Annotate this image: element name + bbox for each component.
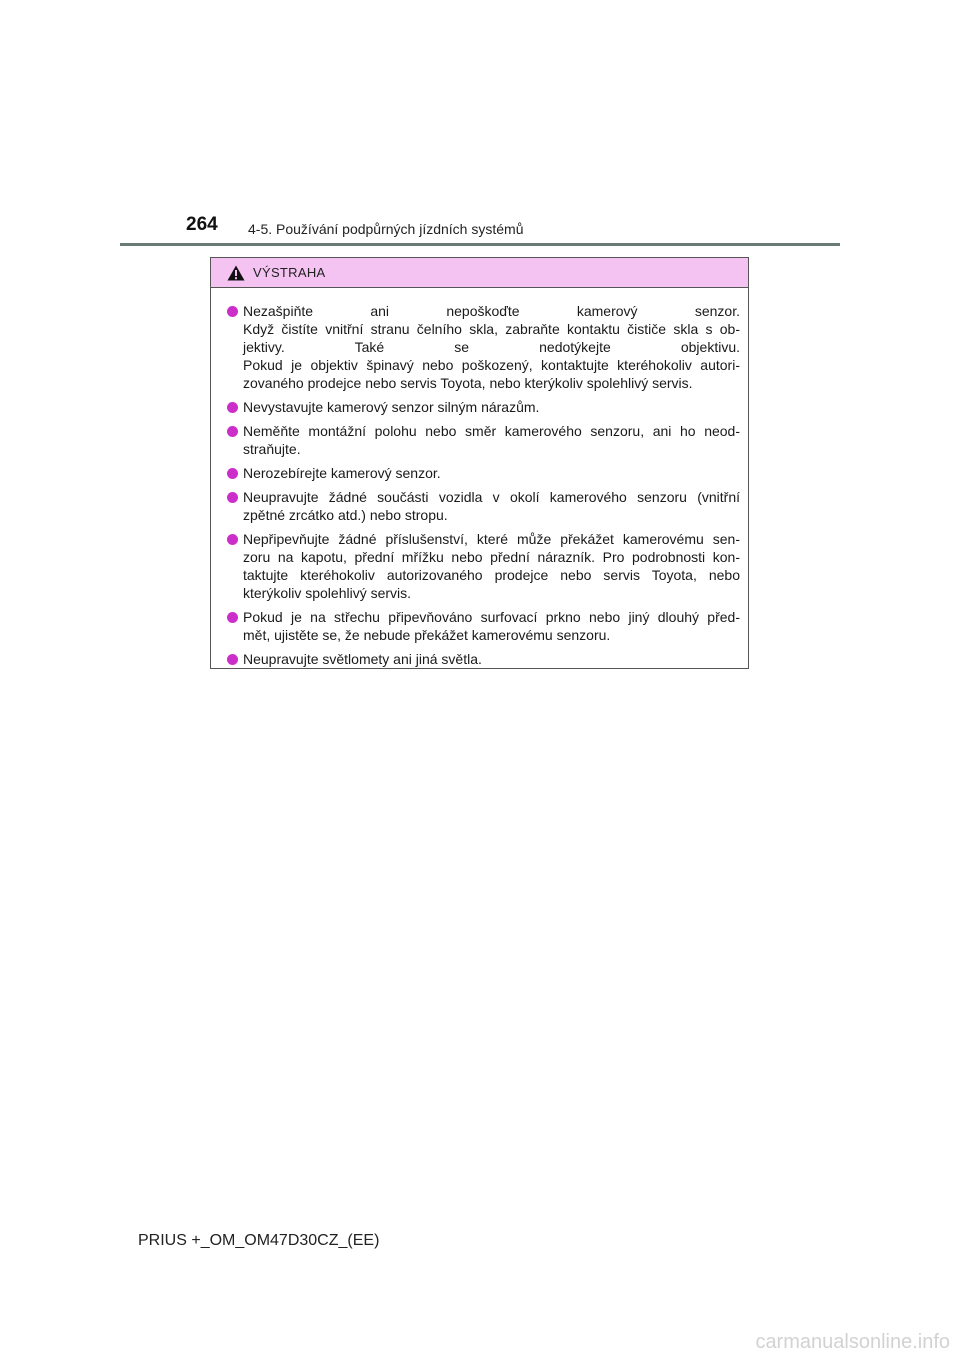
warning-item-text <box>243 488 740 524</box>
warning-item <box>227 488 740 524</box>
warning-header <box>211 258 748 288</box>
warning-item-line: Neupravujte žádné součásti vozidla v okolí kamerového senzoru (vnitřní <box>243 489 740 505</box>
warning-item-line: Když čistíte vnitřní stranu čelního skla, zabraňte kontaktu čističe skla s ob- <box>243 321 740 337</box>
warning-item-line: Nezašpiňte ani nepoškoďte kamerový senzor. <box>243 303 740 319</box>
warning-item-text <box>243 302 740 392</box>
bullet-icon <box>227 534 238 545</box>
warning-item <box>227 608 740 644</box>
warning-item-line: jektivy. Také se nedotýkejte objektivu. <box>243 339 740 355</box>
page-number: 264 <box>186 214 218 235</box>
bullet-icon <box>227 426 238 437</box>
warning-item <box>227 530 740 602</box>
warning-item-line: Nerozebírejte kamerový senzor. <box>243 465 441 481</box>
bullet-icon <box>227 468 238 479</box>
warning-item-line: zovaného prodejce nebo servis Toyota, nebo kterýkoliv spolehlivý servis. <box>243 375 693 391</box>
warning-item-line: Pokud je objektiv špinavý nebo poškozený, kontaktujte kteréhokoliv autori- <box>243 357 740 373</box>
section-title: 4-5. Používání podpůrných jízdních systémů <box>248 221 524 237</box>
bullet-icon <box>227 654 238 665</box>
bullet-icon <box>227 306 238 317</box>
warning-item-line: zpětné zrcátko atd.) nebo stropu. <box>243 507 448 523</box>
warning-item-line: taktujte kteréhokoliv autorizovaného prodejce nebo servis Toyota, nebo <box>243 567 740 583</box>
warning-item-text <box>243 464 740 482</box>
warning-item-text <box>243 422 740 458</box>
warning-item-line: straňujte. <box>243 441 301 457</box>
warning-item-line: zoru na kapotu, přední mřížku nebo přední nárazník. Pro podrobnosti kon- <box>243 549 740 565</box>
warning-item <box>227 464 740 482</box>
warning-label: VÝSTRAHA <box>253 265 326 280</box>
warning-item-line: Pokud je na střechu připevňováno surfovací prkno nebo jiný dlouhý před- <box>243 609 740 625</box>
warning-item-text <box>243 530 740 602</box>
bullet-icon <box>227 402 238 413</box>
warning-triangle-icon <box>227 265 245 281</box>
warning-item-text <box>243 650 740 668</box>
document-id: PRIUS +_OM_OM47D30CZ_(EE) <box>138 1232 380 1249</box>
bullet-icon <box>227 492 238 503</box>
warning-item <box>227 422 740 458</box>
warning-item-line: Nevystavujte kamerový senzor silným nárazům. <box>243 399 540 415</box>
warning-item-line: mět, ujistěte se, že nebude překážet kamerovému senzoru. <box>243 627 611 643</box>
bullet-icon <box>227 612 238 623</box>
warning-item-line: Nepřipevňujte žádné příslušenství, které může překážet kamerovému sen- <box>243 531 740 547</box>
warning-item-line: Neměňte montážní polohu nebo směr kamerového senzoru, ani ho neod- <box>243 423 740 439</box>
warning-item <box>227 302 740 392</box>
warning-item-line: Neupravujte světlomety ani jiná světla. <box>243 651 482 667</box>
warning-box <box>210 257 749 669</box>
warning-item-text <box>243 608 740 644</box>
warning-item-line: kterýkoliv spolehlivý servis. <box>243 585 412 601</box>
warning-item-text <box>243 398 740 416</box>
warning-list <box>211 288 748 668</box>
warning-item <box>227 398 740 416</box>
watermark: carmanualsonline.info <box>755 1331 950 1353</box>
warning-item <box>227 650 740 668</box>
header-divider <box>120 243 840 246</box>
